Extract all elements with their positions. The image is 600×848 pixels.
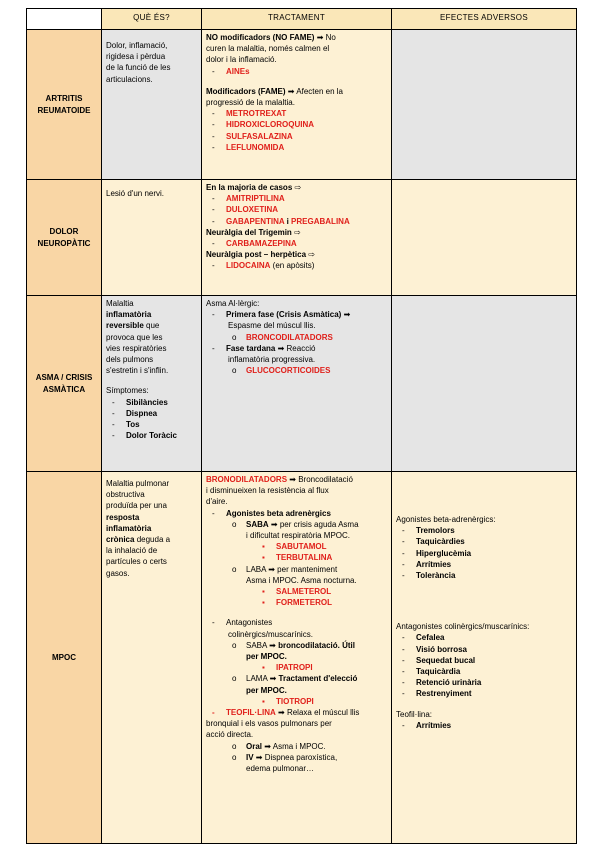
header-que-es: QUÈ ÉS? [102,9,202,30]
desc-asma: Malaltia inflamatòria reversible que provoca que les vies respiratòries dels pulmons s'estretin i s'inflin. Símptomes: - Sibilàncies - Dispnea - Tos - Dolor Toràcic [102,296,202,472]
drug-leflunomida: LEFLUNOMIDA [226,142,285,152]
drug-aines: AINEs [226,66,250,76]
drug-glucocorticoides: GLUCOCORTICOIDES [246,366,331,376]
adverse-artritis [392,30,577,180]
drug-tiotropi: TIOTROPI [276,696,314,706]
disease-dolor: DOLOR NEUROPÀTIC [27,180,102,296]
treatment-dolor: En la majoria de casos ⇨ - AMITRIPTILINA - DULOXETINA - GABAPENTINA i PREGABALINA Neuràlgia del Trigemin ⇨ - CARBAMAZEPINA Neuràlgia post – herpètica ⇨ - LIDOCAINA (en apòsits) [202,180,392,296]
drug-metrotrexat: METROTREXAT [226,109,287,119]
treatment-table [26,8,577,844]
drug-salmeterol: SALMETEROL [276,587,332,597]
treatment-asma: Asma Al·lèrgic: - Primera fase (Crisis Asmàtica) ➡ Espasme del múscul llis. o BRONCODILATADORS - Fase tardana ➡ Reacció inflamatòria progressiva. o GLUCOCORTICOIDES [202,296,392,472]
drug-broncodilatadors: BRONCODILATADORS [246,332,333,342]
desc-artritis: Dolor, inflamació, rigidesa i pèrdua de la funció de les articulacions. [102,30,202,180]
drug-amitriptilina: AMITRIPTILINA [226,194,285,204]
drug-formeterol: FORMETEROL [276,598,332,608]
desc-mpoc: Malaltia pulmonar obstructiva produïda per una resposta inflamatòria crònica deguda a la inhalació de partícules o certs gasos. [102,472,202,844]
row-artritis [27,30,577,180]
drug-terbutalina: TERBUTALINA [276,553,333,563]
drug-hidroxicloroquina: HIDROXICLOROQUINA [226,120,314,130]
drug-pregabalina: PREGABALINA [291,216,350,226]
row-asma [27,296,577,472]
adverse-dolor [392,180,577,296]
drug-teofillina: TEOFIL·LINA [226,708,276,718]
adverse-asma [392,296,577,472]
drug-sulfasalazina: SULFASALAZINA [226,131,293,141]
disease-mpoc: MPOC [27,472,102,844]
disease-asma: ASMA / CRISIS ASMÀTICA [27,296,102,472]
drug-bronodilatadors: BRONODILATADORS [206,475,288,484]
treatment-mpoc: BRONODILATADORS ➡ Broncodilatació i disminueixen la resistència al flux d'aire. - Agonistes beta adrenèrgics o SABA ➡ per crisis aguda Asma i dificultat respiratòria MPOC. ▪ SABUTAMOL ▪ TERBUTALINA o LABA ➡ per manteniment Asma i MPOC. Asma nocturna. ▪ SALMETEROL ▪ FORMETEROL - Antagonistes colinèrgics/muscarínics. o SABA ➡ broncodilatació. Útil per MPOC. ▪ IPATROPI o LAMA ➡ Tractament d'elecció per MPOC. ▪ TIOTROPI - TEOFIL·LINA ➡ Relaxa el múscul llis bronquial i els vasos pulmonars per acció directa. o Oral ➡ Asma i MPOC. o IV ➡ Dispnea paroxística, edema pulmonar… [202,472,392,844]
row-mpoc [27,472,577,844]
header-row [27,9,577,30]
header-efectes-adversos: EFECTES ADVERSOS [392,9,577,30]
drug-lidocaina: LIDOCAINA [226,261,271,271]
adverse-mpoc: Agonistes beta-adrenèrgics: - Tremolors - Taquicàrdies - Hiperglucèmia - Arrítmies - Tolerància Antagonistes colinèrgics/muscarínics: - Cefalea - Visió borrosa - Sequedat bucal - Taquicàrdia - Retenció urinària - Restrenyiment Teofil·lina: - Arrítmies [392,472,577,844]
drug-carbamazepina: CARBAMAZEPINA [226,239,297,249]
drug-ipatropi: IPATROPI [276,663,313,673]
header-blank [27,9,102,30]
treatment-artritis: NO modificadors (NO FAME) ➡ No curen la malaltia, només calmen el dolor i la inflamació. - AINEs Modificadors (FAME) ➡ Afecten en la progressió de la malaltia. - METROTREXAT - HIDROXICLOROQUINA - SULFASALAZINA - LEFLUNOMIDA [202,30,392,180]
drug-sabutamol: SABUTAMOL [276,542,327,552]
drug-gabapentina: GABAPENTINA [226,216,285,226]
row-dolor [27,180,577,296]
desc-dolor: Lesió d'un nervi. [102,180,202,296]
disease-artritis: ARTRITIS REUMATOIDE [27,30,102,180]
header-tractament: TRACTAMENT [202,9,392,30]
drug-duloxetina: DULOXETINA [226,205,278,215]
